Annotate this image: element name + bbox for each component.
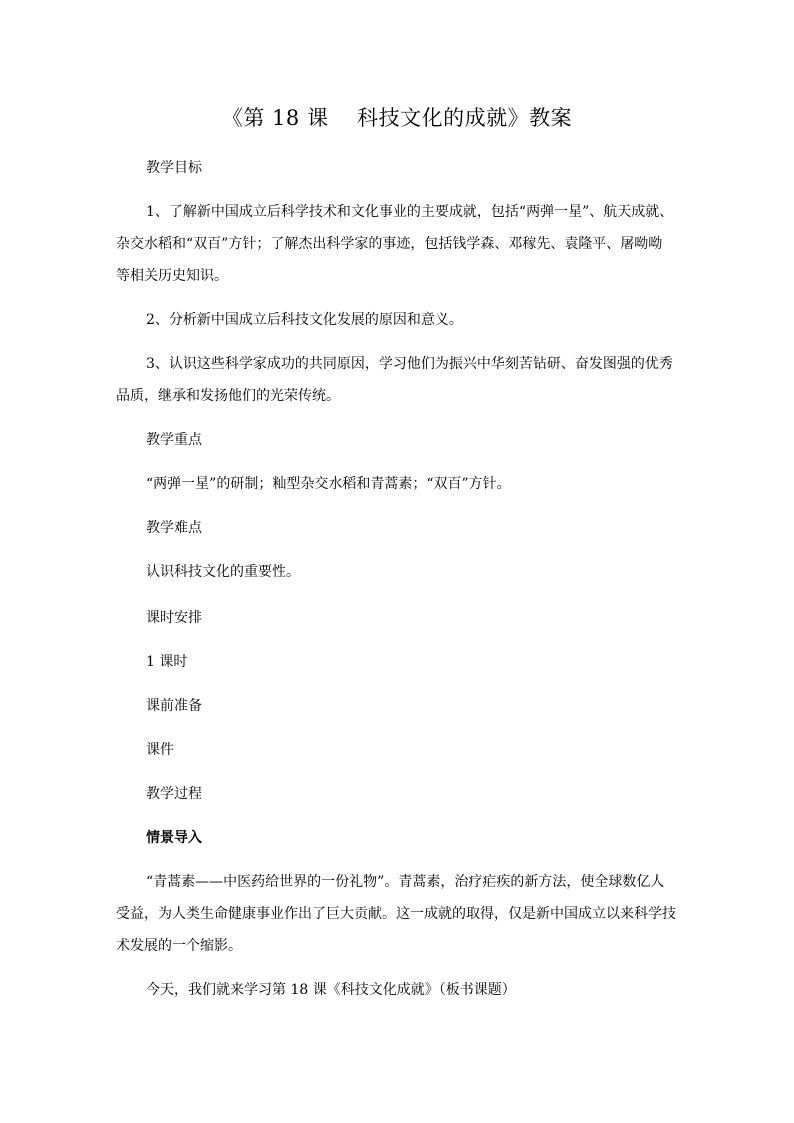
goal-3-line-1: 3、认识这些科学家成功的共同原因，学习他们为振兴中华刻苦钻研、奋发图强的优秀 xyxy=(146,356,673,372)
preparation-text: 课件 xyxy=(146,742,174,758)
section-heading-key-points: 教学重点 xyxy=(146,432,202,448)
goal-1-line-1: 1、了解新中国成立后科学技术和文化事业的主要成就，包括“两弹一星”、航天成就、 xyxy=(146,204,674,220)
intro-line-1: “青蒿素——中医药给世界的一份礼物”。青蒿素，治疗疟疾的新方法，使全球数亿人 xyxy=(146,874,665,890)
section-heading-schedule: 课时安排 xyxy=(146,610,202,626)
goal-3-line-2: 品质，继承和发扬他们的光荣传统。 xyxy=(116,388,340,404)
section-heading-difficulties: 教学难点 xyxy=(146,520,202,536)
section-heading-goals: 教学目标 xyxy=(146,160,202,176)
goal-2: 2、分析新中国成立后科技文化发展的原因和意义。 xyxy=(146,312,463,328)
section-heading-process: 教学过程 xyxy=(146,786,202,802)
page-title: 《第 18 课 科技文化的成就》教案 xyxy=(221,106,573,130)
goal-1-line-3: 等相关历史知识。 xyxy=(116,268,228,284)
closing-text: 今天，我们就来学习第 18 课《科技文化成就》（板书课题） xyxy=(146,982,516,998)
intro-line-2: 受益，为人类生命健康事业作出了巨大贡献。这一成就的取得，仅是新中国成立以来科学技 xyxy=(116,906,676,922)
schedule-text: 1 课时 xyxy=(146,654,188,670)
key-points-text: “两弹一星”的研制；籼型杂交水稻和青蒿素；“双百”方针。 xyxy=(146,476,511,492)
intro-line-3: 术发展的一个缩影。 xyxy=(116,938,242,954)
section-heading-preparation: 课前准备 xyxy=(146,698,202,714)
difficulties-text: 认识科技文化的重要性。 xyxy=(146,564,300,580)
section-heading-intro: 情景导入 xyxy=(146,830,202,846)
goal-1-line-2: 杂交水稻和“双百”方针；了解杰出科学家的事迹，包括钱学森、邓稼先、袁隆平、屠呦呦 xyxy=(116,236,663,252)
